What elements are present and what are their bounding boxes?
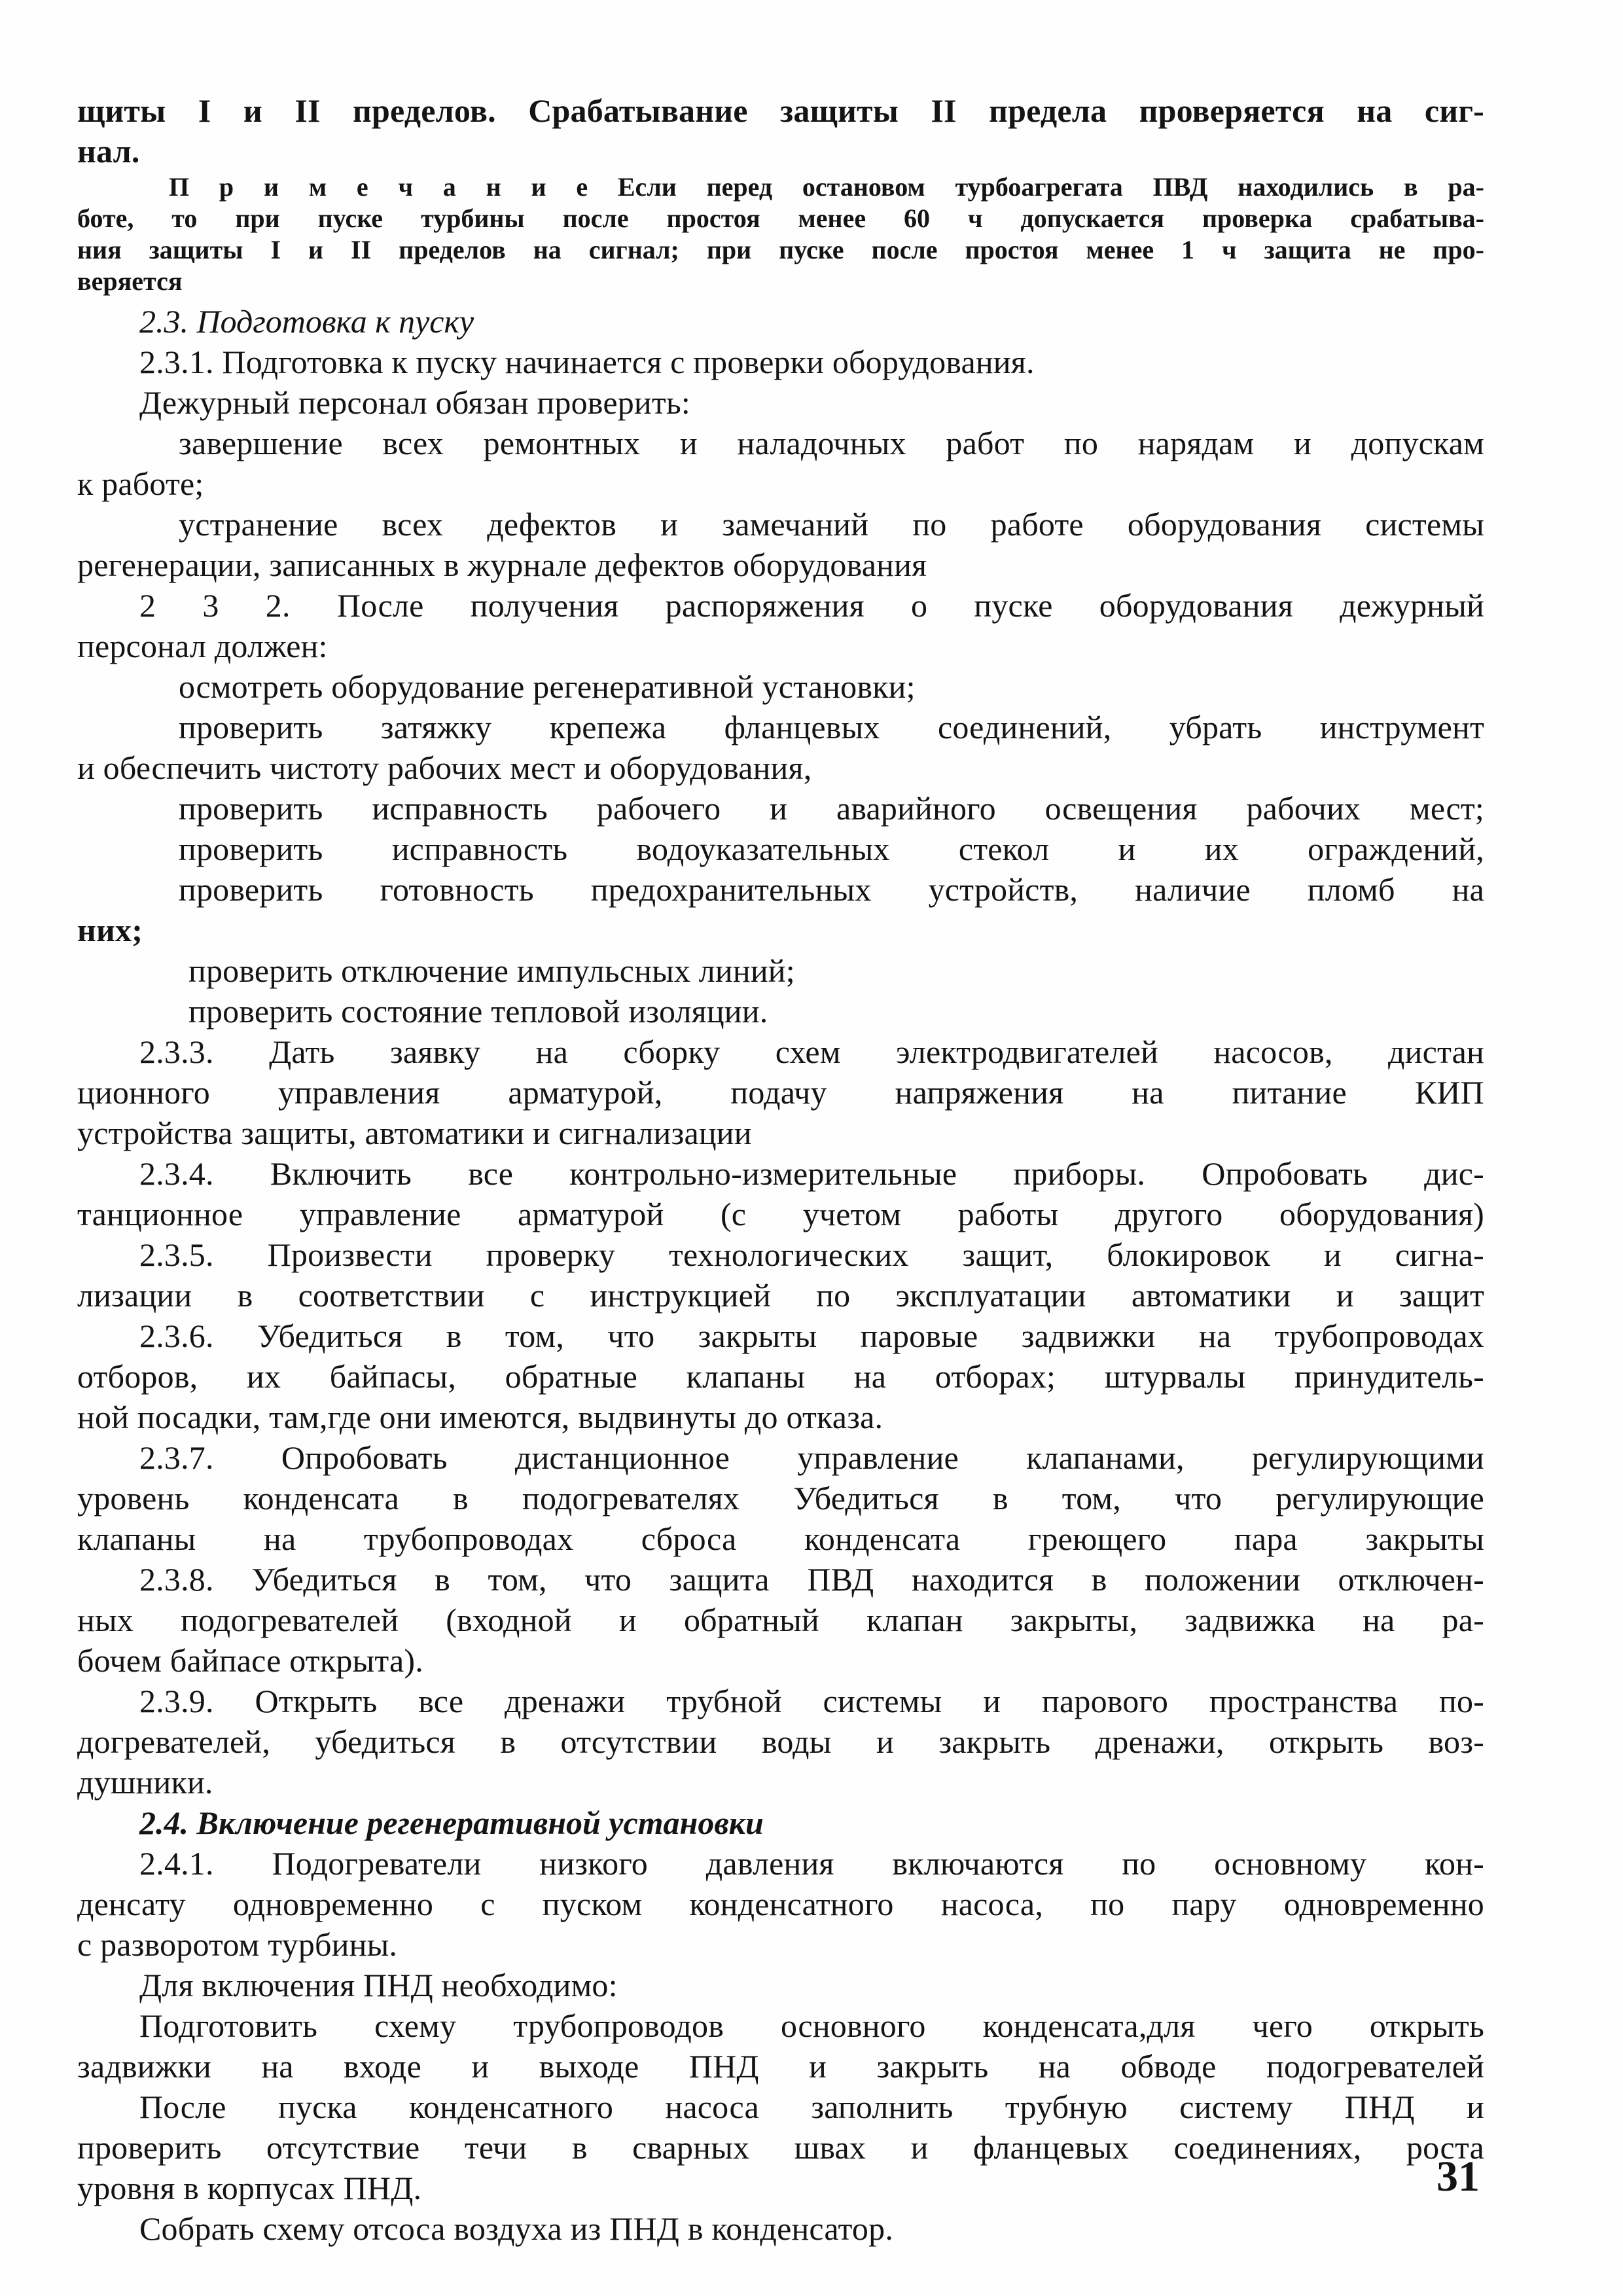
text-line: к работе;: [77, 465, 204, 502]
text-line: устройства защиты, автоматики и сигнализации: [77, 1115, 752, 1151]
section-heading: 2.3. Подготовка к пуску: [139, 303, 474, 340]
text-line: с разворотом турбины.: [77, 1926, 398, 1963]
text-line: 2.3.9. Открыть все дренажи трубной системы и парового пространства по-: [139, 1683, 1484, 1719]
text-line: проверить отключение импульсных линий;: [188, 952, 795, 989]
text-line: завершение всех ремонтных и наладочных работ по нарядам и допускам: [179, 425, 1484, 461]
text-line: регенерации, записанных в журнале дефектов оборудования: [77, 547, 927, 583]
text-line: 2.3.6. Убедиться в том, что закрыты паровые задвижки на трубопроводах: [139, 1318, 1484, 1354]
text-line: ционного управления арматурой, подачу напряжения на питание КИП: [77, 1074, 1484, 1111]
text-line: проверить отсутствие течи в сварных швах и фланцевых соединениях, роста: [77, 2129, 1484, 2166]
text-line: ной посадки, там,где они имеются, выдвинуты до отказа.: [77, 1399, 883, 1435]
body-text: [77, 90, 1484, 2249]
text-line: танционное управление арматурой (с учетом работы другого оборудования): [77, 1196, 1484, 1232]
text-line: 2.3.4. Включить все контрольно-измерительные приборы. Опробовать дис-: [139, 1155, 1484, 1192]
note-line: П р и м е ч а н и е Если перед остановом турбоагрегата ПВД находились в ра-: [169, 172, 1484, 202]
text-line: 2.3.5. Произвести проверку технологических защит, блокировок и сигна-: [139, 1236, 1484, 1273]
text-line: персонал должен:: [77, 628, 328, 664]
text-line: них;: [77, 912, 143, 948]
text-line: щиты I и II пределов. Срабатывание защиты II предела проверяется на сиг-: [77, 92, 1484, 129]
text-line: денсату одновременно с пуском конденсатного насоса, по пару одновременно: [77, 1886, 1484, 1922]
text-line: 2.3.7. Опробовать дистанционное управление клапанами, регулирующими: [139, 1439, 1484, 1476]
text-line: задвижки на входе и выходе ПНД и закрыть на обводе подогревателей: [77, 2048, 1484, 2085]
text-line: осмотреть оборудование регенеративной установки;: [179, 668, 916, 705]
text-line: проверить состояние тепловой изоляции.: [188, 993, 768, 1030]
text-line: 2.3.3. Дать заявку на сборку схем электродвигателей насосов, дистан: [139, 1033, 1484, 1070]
text-line: клапаны на трубопроводах сброса конденсата греющего пара закрыты: [77, 1520, 1484, 1557]
text-line: проверить исправность водоуказательных стекол и их ограждений,: [179, 831, 1484, 867]
text-line: После пуска конденсатного насоса заполнить трубную систему ПНД и: [139, 2089, 1484, 2125]
text-line: Для включения ПНД необходимо:: [139, 1967, 618, 2003]
section-heading: 2.4. Включение регенеративной установки: [139, 1804, 764, 1841]
text-line: 2.4.1. Подогреватели низкого давления включаются по основному кон-: [139, 1845, 1484, 1882]
text-line: Дежурный персонал обязан проверить:: [139, 384, 691, 421]
text-line: душники.: [77, 1764, 213, 1801]
text-line: проверить готовность предохранительных устройств, наличие пломб на: [179, 871, 1484, 908]
text-line: бочем байпасе открыта).: [77, 1642, 423, 1679]
page-number: 31: [1436, 2153, 1480, 2200]
text-line: 2.3.8. Убедиться в том, что защита ПВД находится в положении отключен-: [139, 1561, 1484, 1598]
note-block: [77, 171, 1484, 297]
text-line: и обеспечить чистоту рабочих мест и оборудования,: [77, 749, 812, 786]
text-line: лизации в соответствии с инструкцией по эксплуатации автоматики и защит: [77, 1277, 1484, 1314]
text-line: нал.: [77, 133, 140, 170]
text-line: проверить исправность рабочего и аварийного освещения рабочих мест;: [179, 790, 1484, 827]
text-line: уровень конденсата в подогревателях Убедиться в том, что регулирующие: [77, 1480, 1484, 1516]
text-line: 2 3 2. После получения распоряжения о пуске оборудования дежурный: [139, 587, 1484, 624]
text-line: Подготовить схему трубопроводов основного конденсата,для чего открыть: [139, 2007, 1484, 2044]
text-line: ных подогревателей (входной и обратный клапан закрыты, задвижка на ра-: [77, 1602, 1484, 1638]
note-line: веряется: [77, 266, 183, 296]
text-line: уровня в корпусах ПНД.: [77, 2170, 422, 2206]
text-line: отборов, их байпасы, обратные клапаны на отборах; штурвалы принудитель-: [77, 1358, 1484, 1395]
text-line: проверить затяжку крепежа фланцевых соединений, убрать инструмент: [179, 709, 1484, 745]
text-line: Собрать схему отсоса воздуха из ПНД в конденсатор.: [139, 2210, 894, 2247]
text-line: устранение всех дефектов и замечаний по работе оборудования системы: [179, 506, 1484, 543]
text-line: 2.3.1. Подготовка к пуску начинается с проверки оборудования.: [139, 344, 1035, 380]
note-line: ния защиты I и II пределов на сигнал; при пуске после простоя менее 1 ч защита не про-: [77, 235, 1484, 264]
text-line: догревателей, убедиться в отсутствии воды и закрыть дренажи, открыть воз-: [77, 1723, 1484, 1760]
note-line: боте, то при пуске турбины после простоя менее 60 ч допускается проверка срабатыва-: [77, 204, 1484, 233]
